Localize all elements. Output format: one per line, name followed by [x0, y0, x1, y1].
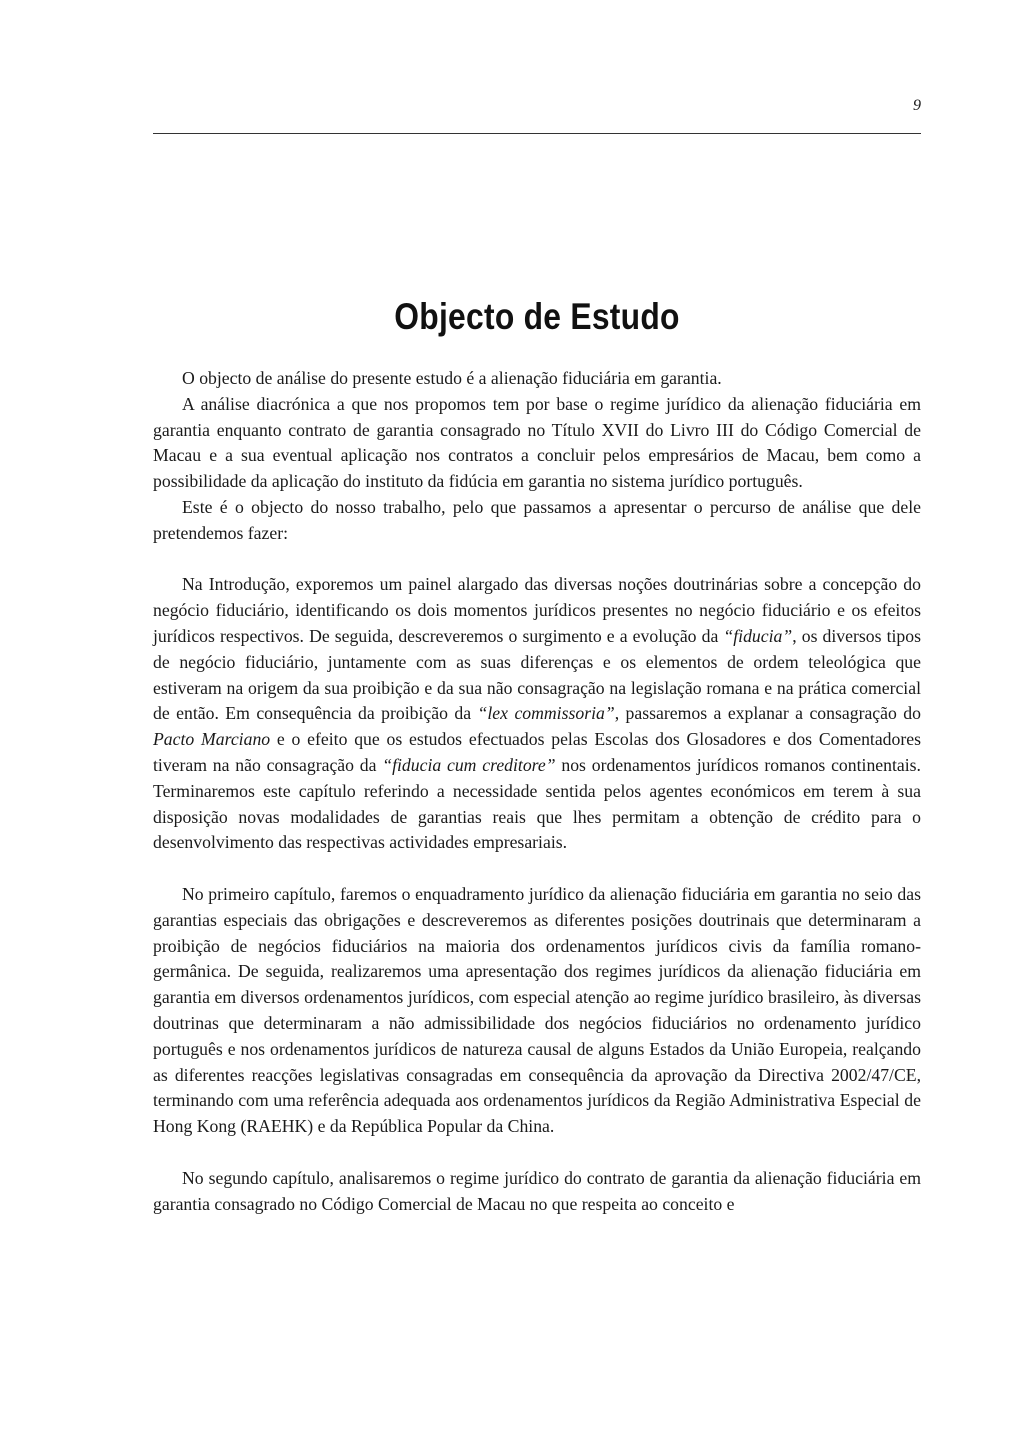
header-rule — [153, 133, 921, 134]
paragraph: A análise diacrónica a que nos propomos tem por base o regime jurídico da alienação fiduciária em garantia enquanto contrato de garantia consagrado no Título XVII do Livro III do Código Comercial de Macau e a sua eventual aplicação nos contratos a concluir pelos empresários de Macau, bem como a possibilidade da aplicação do instituto da fidúcia em garantia no sistema jurídico português. — [153, 393, 921, 492]
term-pacto-marciano: Pacto Marciano — [153, 729, 271, 750]
paragraph-introducao: Na Introdução, exporemos um painel alargado das diversas noções doutrinárias sobre a concepção do negócio fiduciário, identificando os dois momentos jurídicos presentes no negócio fiduciário e os efeitos jurídicos respectivos. De seguida, descreveremos o surgimento e a evolução da “fiducia”, os diversos tipos de negócio fiduciário, juntamente com as suas diferenças e os elementos de ordem teleológica que estiveram na origem da sua proibição e da sua não consagração na legislação romana e na prática comercial de então. Em consequência da proibição da “lex commissoria”, passaremos a explanar a consagração do Pacto Marciano e o efeito que os estudos efectuados pelas Escolas dos Glosadores e dos Comentadores tiveram na não consagração da “fiducia cum creditore” nos ordenamentos jurídicos romanos continentais. Terminaremos este capítulo referindo a necessidade sentida pelos agentes económicos em terem à sua disposição novas modalidades de garantias reais que lhes permitam a obtenção de crédito para o desenvolvimento das respectivas actividades empresariais. — [153, 574, 921, 853]
section-title: Objecto de Estudo — [394, 296, 680, 337]
paragraph: O objecto de análise do presente estudo é a alienação fiduciária em garantia. — [182, 368, 722, 388]
paragraph-segundo-capitulo: No segundo capítulo, analisaremos o regime jurídico do contrato de garantia da alienação fiduciária em garantia consagrado no Código Comercial de Macau no que respeita ao conceito e — [153, 1167, 921, 1214]
term-fiducia-cum-creditore: “fiducia cum creditore” — [382, 754, 556, 775]
page-number: 9 — [913, 97, 921, 114]
body-text — [153, 366, 921, 1217]
term-fiducia: “fiducia” — [723, 625, 793, 646]
paragraph-primeiro-capitulo: No primeiro capítulo, faremos o enquadramento jurídico da alienação fiduciária em garantia no seio das garantias especiais das obrigações e descreveremos as diferentes posições doutrinais que determinaram a proibição de negócios fiduciários na maioria dos ordenamentos jurídicos civis da família romano-germânica. De seguida, realizaremos uma apresentação dos regimes jurídicos da alienação fiduciária em garantia em diversos ordenamentos jurídicos, com especial atenção ao regime jurídico brasileiro, às diversas doutrinas que determinaram a não admissibilidade dos negócios fiduciários no ordenamento jurídico português e nos ordenamentos jurídicos de natureza causal de alguns Estados da União Europeia, realçando as diferentes reacções legislativas consagradas em consequência da aprovação da Directiva 2002/47/CE, terminando com uma referência adequada aos ordenamentos jurídicos da Região Administrativa Especial de Hong Kong (RAEHK) e da República Popular da China. — [153, 883, 921, 1137]
term-lex-commissoria: “lex commissoria” — [477, 703, 615, 724]
paragraph: Este é o objecto do nosso trabalho, pelo que passamos a apresentar o percurso de análise que dele pretendemos fazer: — [153, 496, 921, 543]
